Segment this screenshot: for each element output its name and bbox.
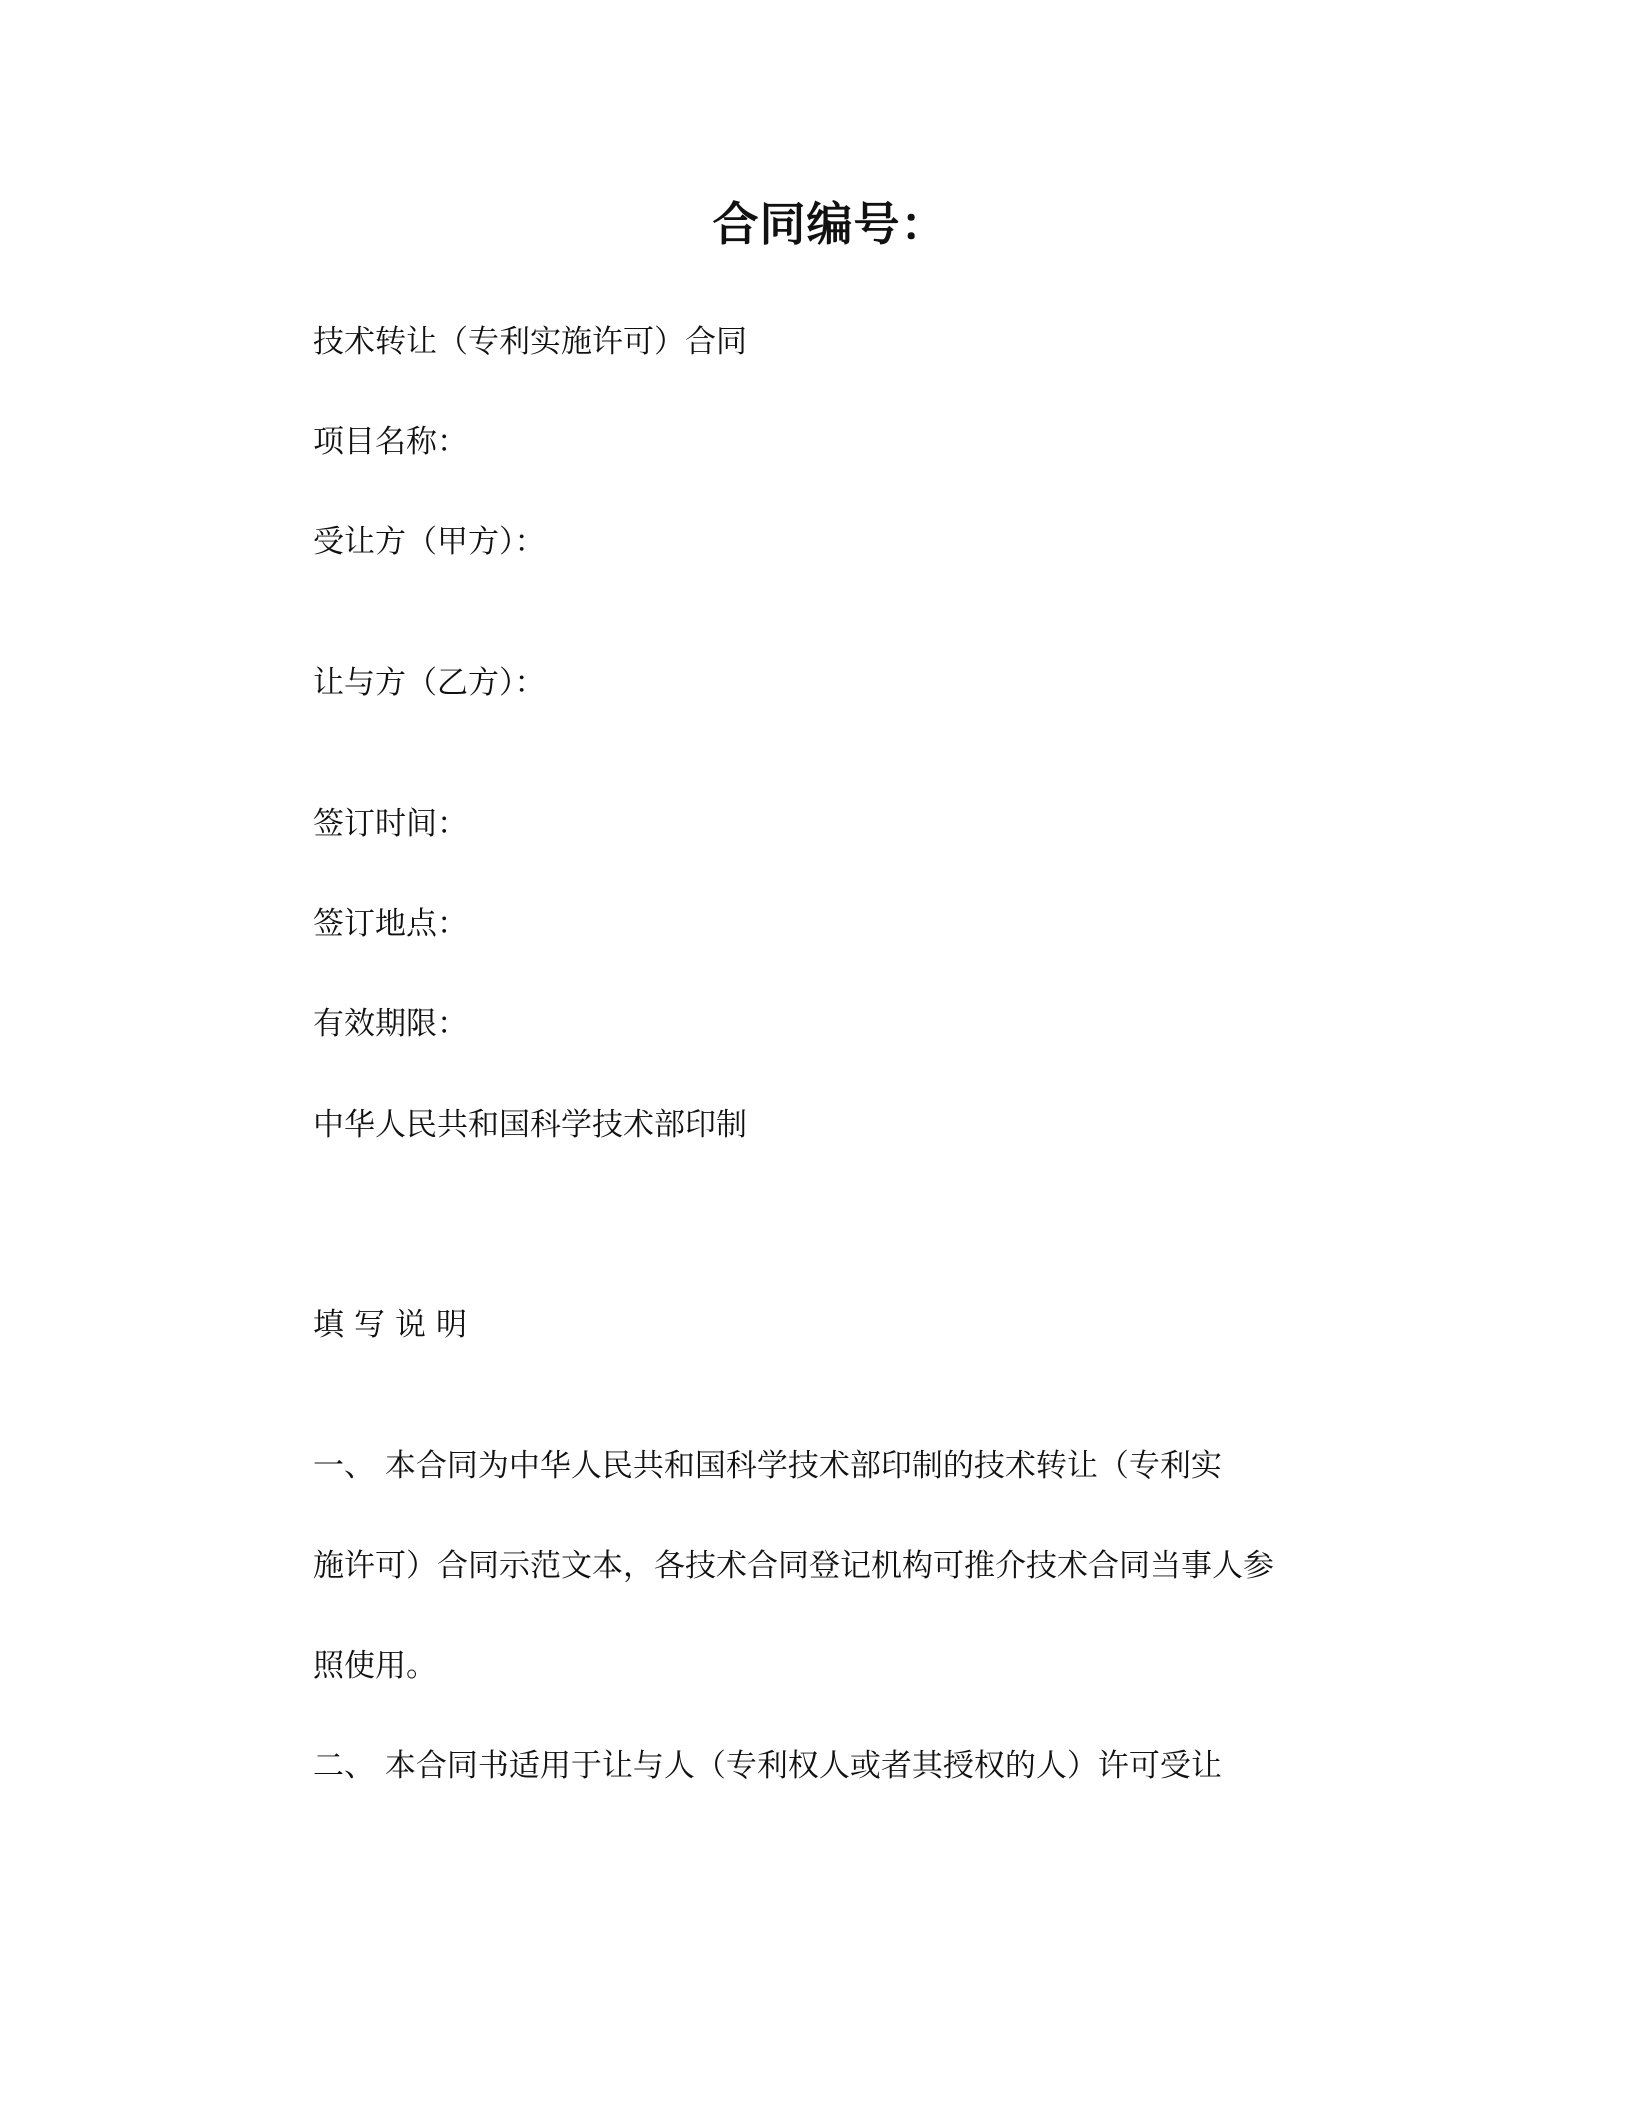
contract-number-title: 合同编号：: [712, 197, 948, 251]
validity-label: 有效期限：: [313, 1006, 468, 1042]
issuer-text: 中华人民共和国科学技术部印制: [313, 1107, 747, 1143]
project-name-label: 项目名称：: [313, 424, 468, 460]
contract-type: 技术转让（专利实施许可）合同: [313, 324, 747, 360]
signing-time-label: 签订时间：: [313, 806, 468, 842]
party-b-label: 让与方（乙方）：: [313, 665, 546, 701]
signing-place-label: 签订地点：: [313, 906, 468, 942]
instruction-item-1-line-1: 一、 本合同为中华人民共和国科学技术部印制的技术转让（专利实: [313, 1448, 1222, 1484]
instruction-item-1-line-3: 照使用。: [313, 1648, 437, 1684]
instruction-item-2-line-1: 二、 本合同书适用于让与人（专利权人或者其授权的人）许可受让: [313, 1748, 1222, 1784]
instructions-heading: 填写说明: [313, 1307, 477, 1343]
instruction-item-1-line-2: 施许可）合同示范文本，各技术合同登记机构可推介技术合同当事人参: [313, 1548, 1274, 1584]
party-a-label: 受让方（甲方）：: [313, 524, 546, 560]
